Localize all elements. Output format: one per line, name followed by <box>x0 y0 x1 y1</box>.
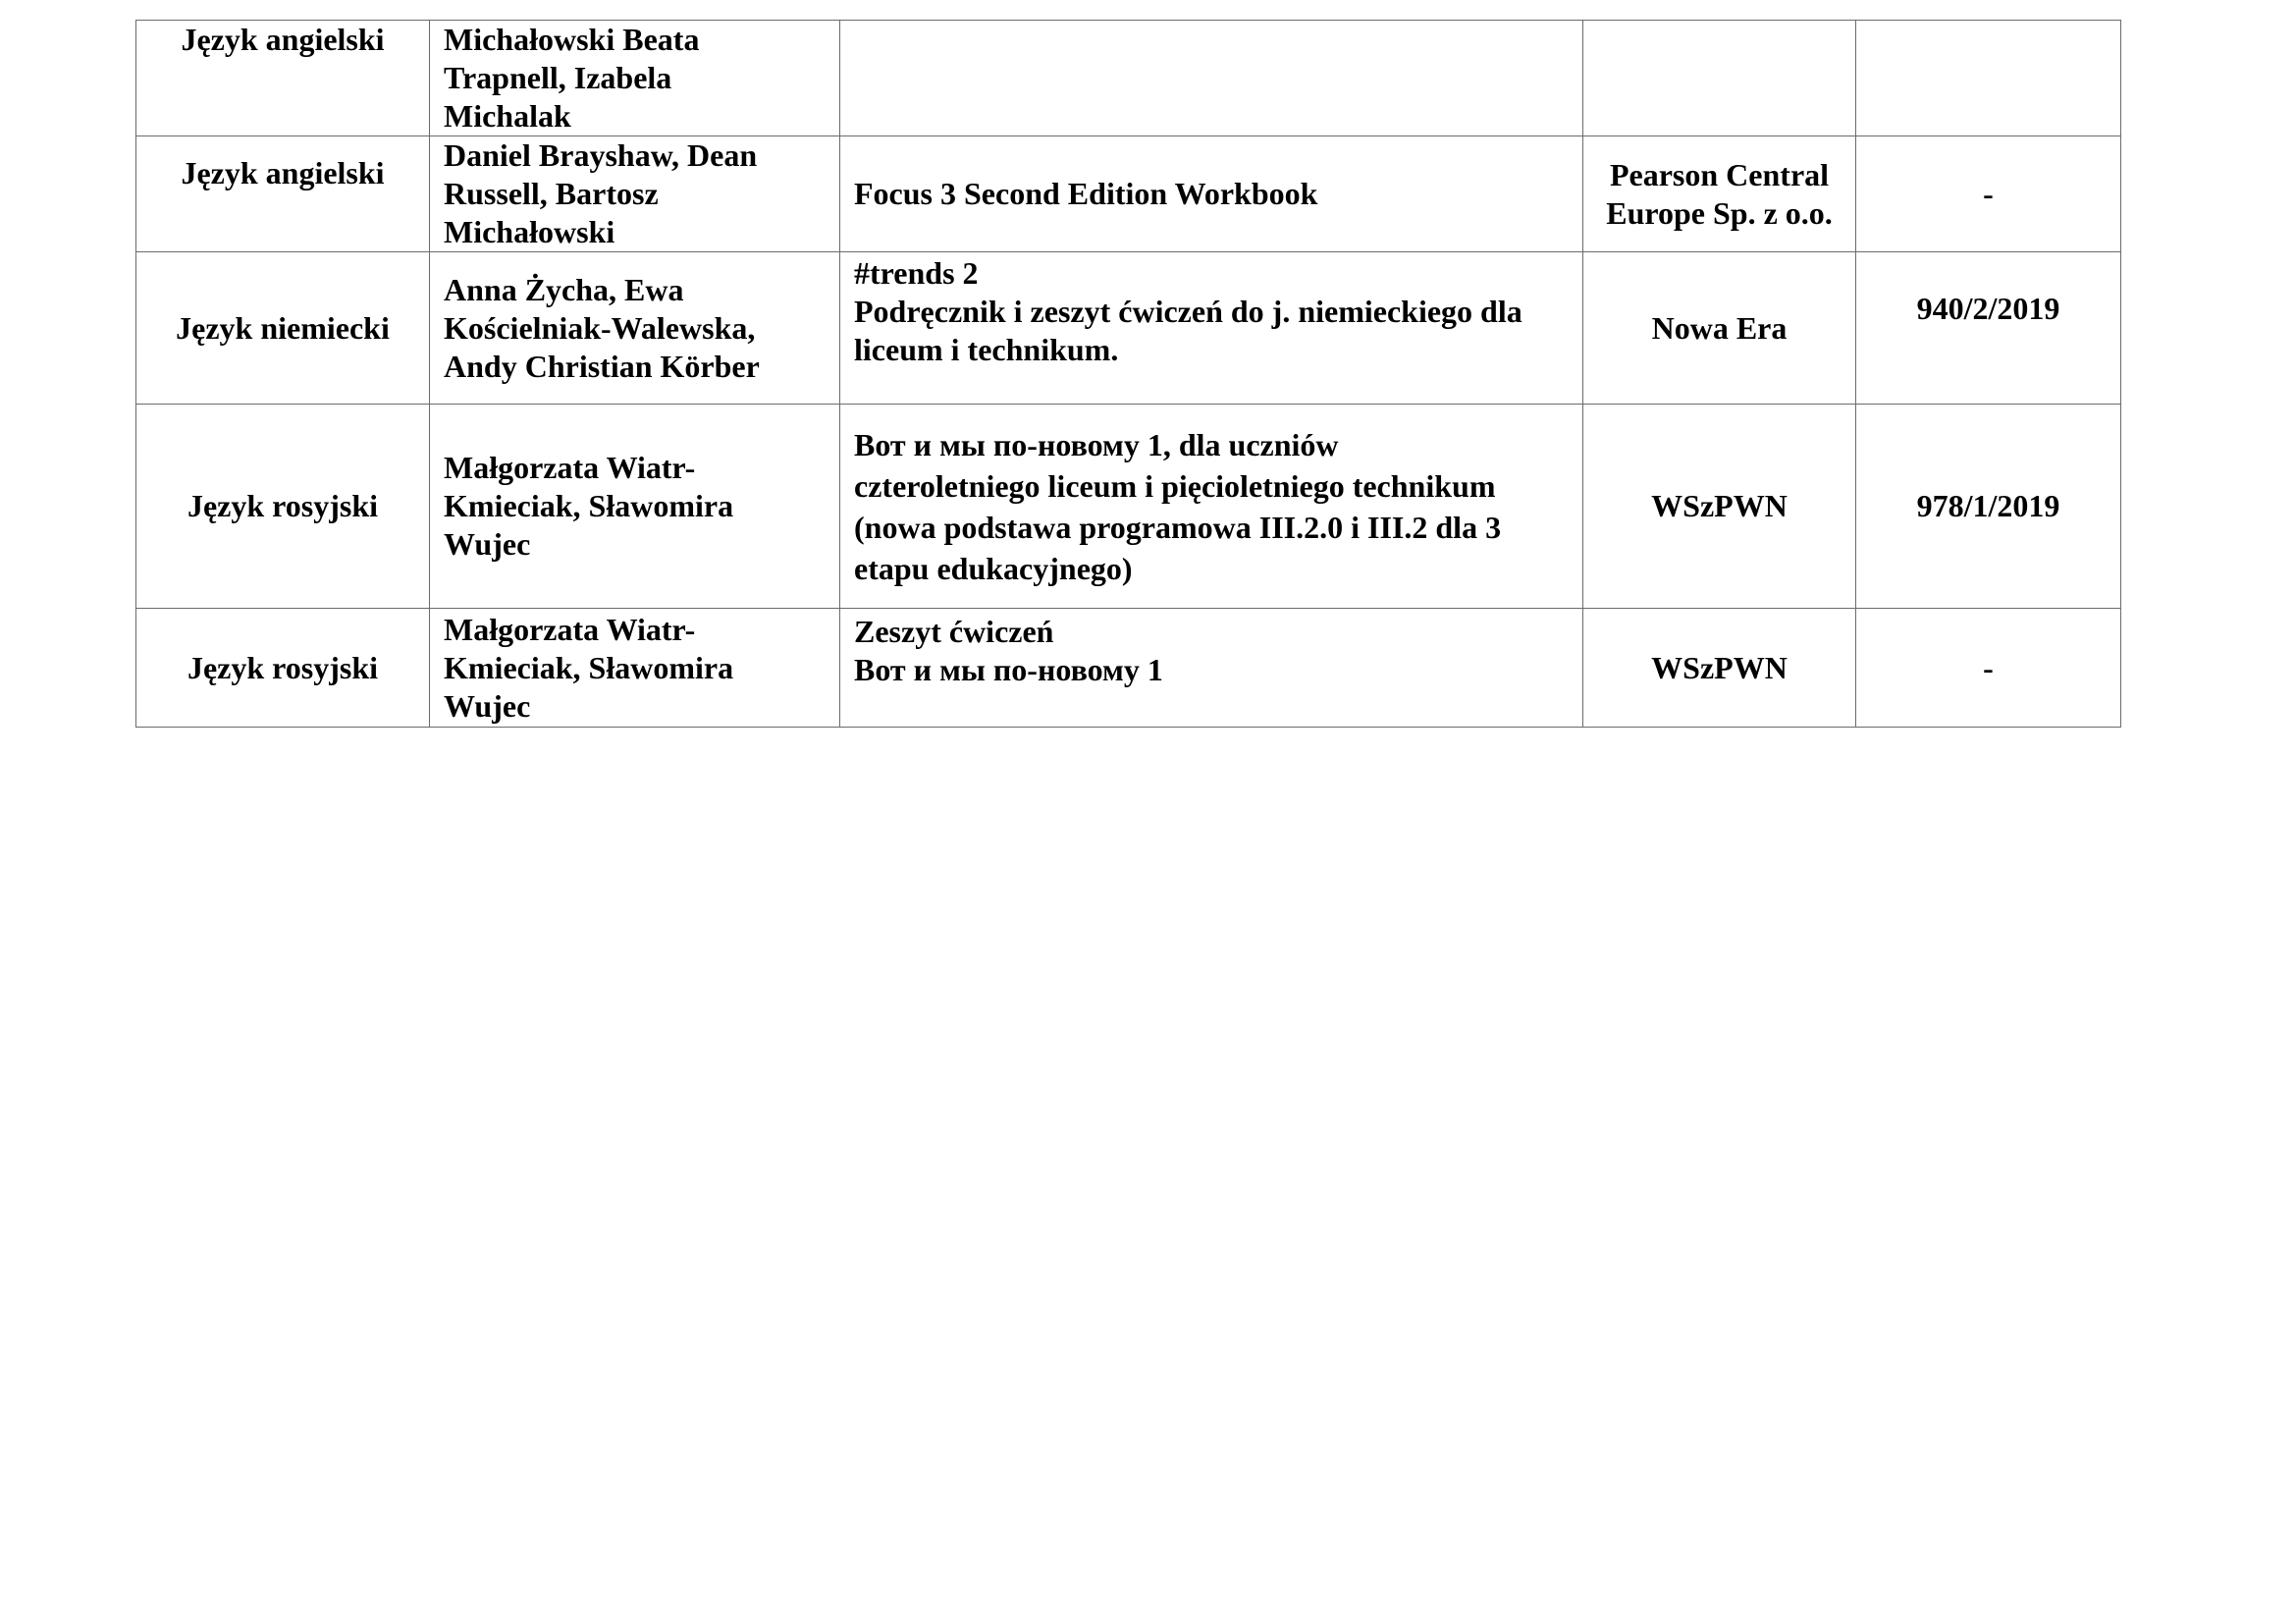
title-line: Focus 3 Second Edition Workbook <box>854 176 1318 211</box>
title-line: (nowa podstawa programowa III.2.0 i III.2 dla 3 <box>854 509 1502 545</box>
authors-cell <box>430 252 840 405</box>
table-row <box>136 136 2121 252</box>
author-line: Michałowski Beata <box>444 22 700 57</box>
author-line: Kmieciak, Sławomira <box>444 488 734 523</box>
title-cell <box>840 136 1583 252</box>
authors-cell <box>430 21 840 136</box>
subject-cell: Język rosyjski <box>136 405 430 609</box>
approval-number-cell: 978/1/2019 <box>1856 405 2121 609</box>
title-cell <box>840 609 1583 728</box>
author-line: Daniel Brayshaw, Dean <box>444 137 758 173</box>
author-line: Russell, Bartosz <box>444 176 659 211</box>
approval-number-cell: - <box>1856 609 2121 728</box>
title-cell <box>840 405 1583 609</box>
author-line: Michalak <box>444 98 571 134</box>
table-row <box>136 405 2121 609</box>
title-line: czteroletniego liceum i pięcioletniego technikum <box>854 467 1496 504</box>
subject-cell: Język niemiecki <box>136 252 430 405</box>
title-line: liceum i technikum. <box>854 332 1119 367</box>
title-cell <box>840 252 1583 405</box>
author-line: Kmieciak, Sławomira <box>444 649 734 685</box>
approval-number-cell: - <box>1856 136 2121 252</box>
publisher-cell <box>1583 21 1856 136</box>
author-line: Małgorzata Wiatr- <box>444 611 696 647</box>
title-line: Вот и мы по-новому 1, dla uczniów <box>854 426 1339 462</box>
textbook-table <box>135 20 2121 728</box>
authors-cell <box>430 609 840 728</box>
author-line: Trapnell, Izabela <box>444 60 672 95</box>
author-line: Andy Christian Körber <box>444 348 760 384</box>
title-line: etapu edukacyjnego) <box>854 550 1133 586</box>
publisher-cell: Nowa Era <box>1583 252 1856 405</box>
subject-cell: Język angielski <box>136 21 430 136</box>
author-line: Kościelniak-Walewska, <box>444 309 756 346</box>
publisher-cell: Pearson Central Europe Sp. z o.o. <box>1583 136 1856 252</box>
title-line: Zeszyt ćwiczeń <box>854 614 1054 649</box>
title-cell <box>840 21 1583 136</box>
authors-cell <box>430 405 840 609</box>
publisher-cell: WSzPWN <box>1583 405 1856 609</box>
title-line: #trends 2 <box>854 255 979 291</box>
publisher-cell: WSzPWN <box>1583 609 1856 728</box>
subject-cell: Język rosyjski <box>136 609 430 728</box>
table-row <box>136 609 2121 728</box>
author-line: Wujec <box>444 687 531 724</box>
table-row <box>136 252 2121 405</box>
author-line: Wujec <box>444 526 531 562</box>
subject-cell: Język angielski <box>136 136 430 252</box>
title-line: Вот и мы по-новому 1 <box>854 652 1163 687</box>
author-line: Małgorzata Wiatr- <box>444 450 696 485</box>
approval-number-cell: 940/2/2019 <box>1856 252 2121 405</box>
table-row <box>136 21 2121 136</box>
author-line: Michałowski <box>444 214 615 249</box>
authors-cell <box>430 136 840 252</box>
approval-number-cell <box>1856 21 2121 136</box>
author-line: Anna Życha, Ewa <box>444 271 684 307</box>
title-line: Podręcznik i zeszyt ćwiczeń do j. niemieckiego dla <box>854 294 1522 329</box>
